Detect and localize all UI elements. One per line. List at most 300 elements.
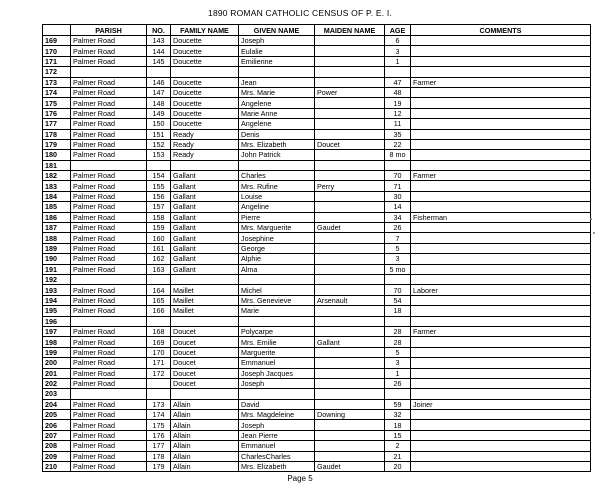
cell-row-number: 181 [43,160,71,170]
table-row [43,368,591,378]
table-row [43,389,591,399]
table-row [43,410,591,420]
cell-family-name: Doucette [171,77,239,87]
cell-comments [411,316,591,326]
table-row [43,347,591,357]
cell-comments: Joiner [411,399,591,409]
cell-no: 144 [147,46,171,56]
header-age: AGE [385,25,411,36]
table-row [43,191,591,201]
cell-family-name: Allain [171,451,239,461]
table-row [43,160,591,170]
cell-comments [411,441,591,451]
header-no: NO. [147,25,171,36]
cell-comments [411,274,591,284]
cell-family-name: Doucette [171,119,239,129]
cell-given-name: Joseph [239,420,315,430]
cell-no [147,67,171,77]
cell-comments [411,56,591,66]
cell-maiden-name [315,378,385,388]
table-row [43,295,591,305]
cell-age: 71 [385,181,411,191]
cell-no: 155 [147,181,171,191]
cell-age: 70 [385,285,411,295]
cell-parish: Palmer Road [71,462,147,472]
cell-parish: Palmer Road [71,264,147,274]
cell-maiden-name [315,430,385,440]
cell-given-name: Pierre [239,212,315,222]
cell-maiden-name [315,191,385,201]
table-row [43,430,591,440]
cell-given-name: Eulalie [239,46,315,56]
table-row [43,77,591,87]
table-row [43,233,591,243]
cell-comments [411,150,591,160]
cell-parish: Palmer Road [71,129,147,139]
cell-comments [411,223,591,233]
cell-age: 26 [385,223,411,233]
cell-age: 1 [385,56,411,66]
header-row [43,25,591,36]
cell-age: 59 [385,399,411,409]
cell-maiden-name [315,306,385,316]
cell-maiden-name [315,119,385,129]
cell-family-name: Doucette [171,36,239,46]
cell-maiden-name: Arsenault [315,295,385,305]
cell-row-number: 202 [43,378,71,388]
table-row [43,171,591,181]
table-row [43,285,591,295]
cell-row-number: 180 [43,150,71,160]
table-row [43,67,591,77]
cell-family-name: Doucet [171,347,239,357]
cell-given-name: Mrs. Genevieve [239,295,315,305]
cell-age: 28 [385,337,411,347]
cell-comments [411,233,591,243]
cell-no: 151 [147,129,171,139]
table-row [43,129,591,139]
cell-row-number: 189 [43,243,71,253]
cell-given-name: Emilienne [239,56,315,66]
cell-maiden-name [315,389,385,399]
cell-age [385,274,411,284]
cell-row-number: 196 [43,316,71,326]
table-row [43,212,591,222]
cell-maiden-name [315,98,385,108]
cell-family-name [171,274,239,284]
cell-parish: Palmer Road [71,306,147,316]
cell-maiden-name: Perry [315,181,385,191]
cell-comments [411,295,591,305]
cell-comments [411,46,591,56]
cell-age: 30 [385,191,411,201]
cell-maiden-name: Gallant [315,337,385,347]
cell-parish: Palmer Road [71,430,147,440]
cell-comments [411,264,591,274]
header-family-name: FAMILY NAME [171,25,239,36]
cell-comments [411,202,591,212]
cell-no: 160 [147,233,171,243]
cell-age: 21 [385,451,411,461]
table-row [43,274,591,284]
cell-given-name: Polycarpe [239,326,315,336]
cell-family-name: Doucet [171,326,239,336]
cell-maiden-name [315,368,385,378]
cell-comments [411,337,591,347]
cell-comments [411,420,591,430]
cell-age: 14 [385,202,411,212]
cell-given-name: Louise [239,191,315,201]
cell-parish: Palmer Road [71,36,147,46]
cell-comments: Laborer [411,285,591,295]
cell-maiden-name [315,202,385,212]
cell-family-name: Doucette [171,98,239,108]
cell-age [385,67,411,77]
cell-no: 154 [147,171,171,181]
cell-comments: Farmer [411,171,591,181]
cell-row-number: 188 [43,233,71,243]
table-row [43,150,591,160]
cell-no: 149 [147,108,171,118]
cell-row-number: 170 [43,46,71,56]
cell-maiden-name: Gaudet [315,223,385,233]
cell-maiden-name [315,212,385,222]
header-maiden-name: MAIDEN NAME [315,25,385,36]
cell-row-number: 204 [43,399,71,409]
cell-parish: Palmer Road [71,98,147,108]
cell-family-name [171,67,239,77]
cell-family-name: Maillet [171,295,239,305]
cell-family-name [171,389,239,399]
cell-given-name: John Patrick [239,150,315,160]
cell-family-name: Doucette [171,56,239,66]
scan-speck [590,218,592,220]
cell-no [147,316,171,326]
header-row-number [43,25,71,36]
table-row [43,358,591,368]
cell-age: 47 [385,77,411,87]
cell-given-name: Mrs. Magdeleine [239,410,315,420]
cell-no: 147 [147,87,171,97]
cell-family-name: Allain [171,462,239,472]
cell-given-name: Angelene [239,119,315,129]
cell-family-name: Gallant [171,254,239,264]
cell-given-name: Marie Anne [239,108,315,118]
cell-parish [71,67,147,77]
cell-row-number: 172 [43,67,71,77]
cell-age: 18 [385,420,411,430]
cell-family-name: Gallant [171,212,239,222]
table-row [43,202,591,212]
cell-maiden-name [315,420,385,430]
cell-comments [411,98,591,108]
cell-age: 11 [385,119,411,129]
cell-given-name: Michel [239,285,315,295]
cell-given-name: Mrs. Rufine [239,181,315,191]
cell-maiden-name [315,233,385,243]
cell-parish: Palmer Road [71,119,147,129]
table-row [43,108,591,118]
cell-maiden-name [315,264,385,274]
cell-no: 169 [147,337,171,347]
cell-no: 178 [147,451,171,461]
cell-parish: Palmer Road [71,368,147,378]
cell-given-name: Angelene [239,98,315,108]
table-row [43,399,591,409]
cell-no: 164 [147,285,171,295]
cell-given-name [239,67,315,77]
cell-comments [411,347,591,357]
cell-parish: Palmer Road [71,358,147,368]
cell-row-number: 186 [43,212,71,222]
cell-maiden-name [315,316,385,326]
scan-speck [593,232,595,234]
cell-row-number: 182 [43,171,71,181]
cell-family-name: Doucet [171,358,239,368]
cell-comments [411,160,591,170]
cell-given-name: Joseph Jacques [239,368,315,378]
cell-maiden-name: Doucet [315,139,385,149]
cell-row-number: 185 [43,202,71,212]
table-row [43,337,591,347]
cell-parish: Palmer Road [71,150,147,160]
cell-parish: Palmer Road [71,441,147,451]
cell-row-number: 191 [43,264,71,274]
table-header [43,25,591,36]
cell-family-name [171,160,239,170]
cell-family-name: Gallant [171,191,239,201]
cell-parish [71,160,147,170]
cell-no: 146 [147,77,171,87]
cell-family-name: Doucet [171,368,239,378]
cell-comments: Fisherman [411,212,591,222]
cell-row-number: 193 [43,285,71,295]
table-body [43,36,591,472]
cell-comments [411,119,591,129]
cell-family-name: Doucette [171,87,239,97]
cell-family-name: Doucet [171,337,239,347]
cell-maiden-name [315,347,385,357]
cell-parish [71,274,147,284]
cell-comments [411,451,591,461]
cell-given-name: Marie [239,306,315,316]
cell-parish [71,316,147,326]
cell-age: 32 [385,410,411,420]
cell-family-name: Gallant [171,223,239,233]
cell-parish: Palmer Road [71,223,147,233]
table-row [43,223,591,233]
cell-maiden-name [315,46,385,56]
cell-no: 150 [147,119,171,129]
cell-no [147,274,171,284]
cell-age: 3 [385,46,411,56]
cell-comments [411,191,591,201]
cell-comments [411,254,591,264]
cell-row-number: 200 [43,358,71,368]
cell-row-number: 183 [43,181,71,191]
cell-no: 166 [147,306,171,316]
table-row [43,56,591,66]
table-row [43,98,591,108]
cell-maiden-name [315,160,385,170]
cell-no: 152 [147,139,171,149]
cell-parish: Palmer Road [71,399,147,409]
cell-row-number: 169 [43,36,71,46]
cell-parish: Palmer Road [71,337,147,347]
cell-family-name: Gallant [171,202,239,212]
cell-parish: Palmer Road [71,56,147,66]
cell-given-name: David [239,399,315,409]
cell-given-name: Joseph [239,378,315,388]
cell-row-number: 197 [43,326,71,336]
cell-maiden-name [315,441,385,451]
cell-parish: Palmer Road [71,191,147,201]
cell-comments [411,181,591,191]
page-title: 1890 ROMAN CATHOLIC CENSUS OF P. E. I. [208,8,392,18]
cell-parish: Palmer Road [71,378,147,388]
cell-given-name: Angeline [239,202,315,212]
cell-maiden-name [315,358,385,368]
cell-row-number: 210 [43,462,71,472]
cell-comments [411,243,591,253]
cell-given-name: Denis [239,129,315,139]
cell-family-name: Gallant [171,264,239,274]
cell-family-name: Allain [171,410,239,420]
cell-row-number: 176 [43,108,71,118]
cell-age: 18 [385,306,411,316]
cell-family-name [171,316,239,326]
cell-maiden-name [315,274,385,284]
cell-maiden-name [315,150,385,160]
cell-maiden-name [315,36,385,46]
cell-no: 172 [147,368,171,378]
census-table [42,24,591,472]
cell-row-number: 209 [43,451,71,461]
table-row [43,254,591,264]
cell-maiden-name: Gaudet [315,462,385,472]
cell-given-name: Emmanuel [239,441,315,451]
cell-age: 7 [385,233,411,243]
table-row [43,181,591,191]
table-row [43,462,591,472]
cell-maiden-name [315,254,385,264]
cell-age: 70 [385,171,411,181]
table-row [43,264,591,274]
cell-age: 8 mo [385,150,411,160]
cell-no: 158 [147,212,171,222]
cell-no: 171 [147,358,171,368]
table-row [43,306,591,316]
cell-age: 12 [385,108,411,118]
cell-row-number: 175 [43,98,71,108]
cell-no: 156 [147,191,171,201]
cell-comments [411,410,591,420]
cell-age [385,316,411,326]
cell-given-name: George [239,243,315,253]
cell-comments [411,129,591,139]
cell-given-name: Mrs. Elizabeth [239,462,315,472]
cell-given-name: Mrs. Marie [239,87,315,97]
cell-maiden-name [315,129,385,139]
cell-no: 173 [147,399,171,409]
table-row [43,326,591,336]
cell-row-number: 179 [43,139,71,149]
cell-family-name: Maillet [171,306,239,316]
cell-parish: Palmer Road [71,285,147,295]
cell-family-name: Doucette [171,46,239,56]
cell-family-name: Allain [171,399,239,409]
cell-age: 22 [385,139,411,149]
cell-age: 48 [385,87,411,97]
cell-comments [411,358,591,368]
cell-no: 176 [147,430,171,440]
cell-given-name: Emmanuel [239,358,315,368]
cell-given-name: Mrs. Marguerite [239,223,315,233]
cell-parish: Palmer Road [71,347,147,357]
table-row [43,119,591,129]
cell-comments [411,462,591,472]
cell-comments [411,36,591,46]
header-parish: PARISH [71,25,147,36]
cell-family-name: Doucette [171,108,239,118]
cell-comments: Farmer [411,77,591,87]
cell-row-number: 207 [43,430,71,440]
cell-age: 20 [385,462,411,472]
cell-parish: Palmer Road [71,420,147,430]
cell-row-number: 205 [43,410,71,420]
cell-row-number: 194 [43,295,71,305]
cell-given-name [239,389,315,399]
cell-no: 179 [147,462,171,472]
cell-comments [411,430,591,440]
cell-no: 162 [147,254,171,264]
cell-comments [411,306,591,316]
cell-no [147,389,171,399]
cell-row-number: 174 [43,87,71,97]
table-row [43,378,591,388]
cell-given-name [239,316,315,326]
cell-age: 26 [385,378,411,388]
cell-age: 34 [385,212,411,222]
table-row [43,46,591,56]
cell-row-number: 173 [43,77,71,87]
cell-parish: Palmer Road [71,108,147,118]
cell-comments: Farmer [411,326,591,336]
cell-no: 174 [147,410,171,420]
cell-maiden-name [315,285,385,295]
cell-family-name: Gallant [171,171,239,181]
header-comments: COMMENTS [411,25,591,36]
cell-age: 5 [385,347,411,357]
cell-given-name: Joseph [239,36,315,46]
cell-parish: Palmer Road [71,254,147,264]
cell-given-name: Marguerite [239,347,315,357]
cell-given-name [239,274,315,284]
cell-row-number: 195 [43,306,71,316]
cell-no [147,378,171,388]
cell-given-name [239,160,315,170]
cell-comments [411,67,591,77]
cell-no: 165 [147,295,171,305]
cell-parish: Palmer Road [71,87,147,97]
cell-no [147,160,171,170]
cell-parish: Palmer Road [71,410,147,420]
cell-age: 19 [385,98,411,108]
cell-parish: Palmer Road [71,451,147,461]
cell-given-name: Jean Pierre [239,430,315,440]
cell-maiden-name [315,326,385,336]
cell-comments [411,378,591,388]
